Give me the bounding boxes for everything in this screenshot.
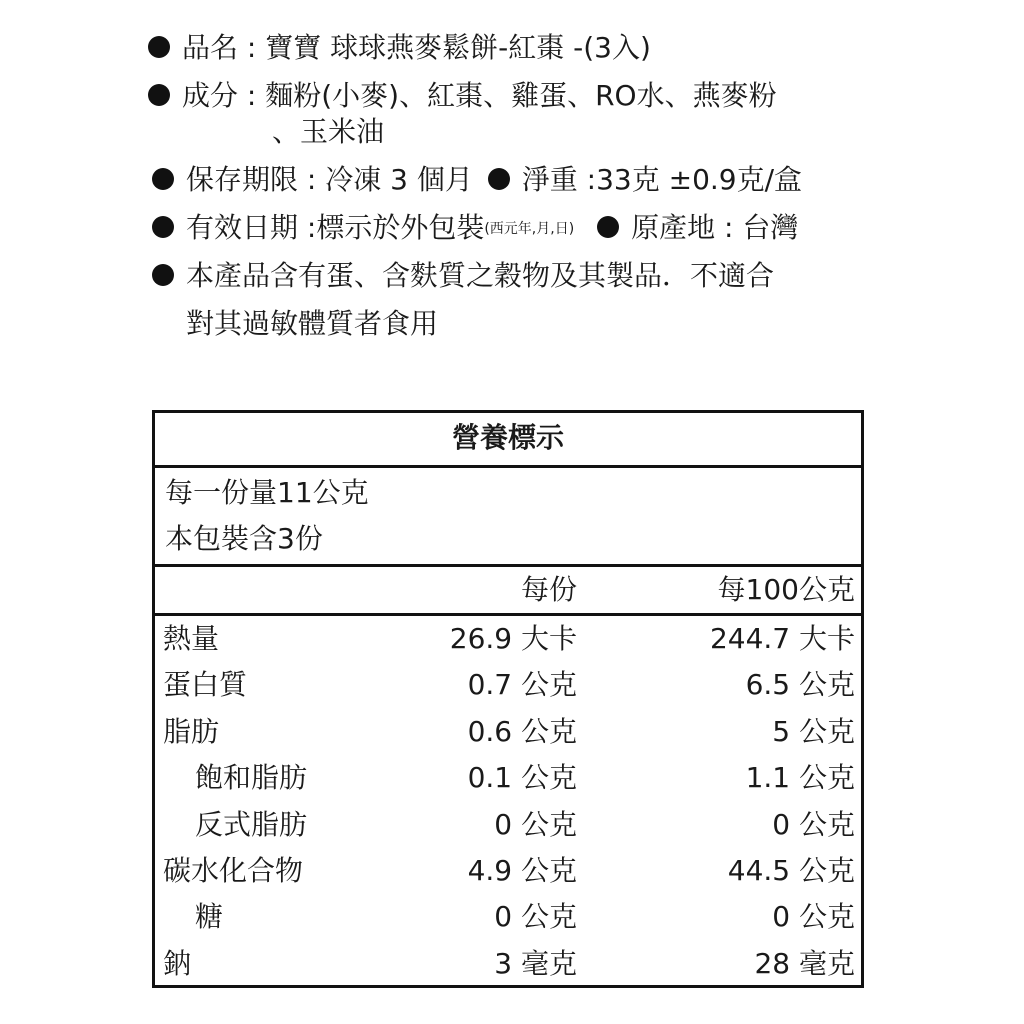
allergen-line — [152, 258, 774, 294]
storage-text: 保存期限 : 冷凍 3 個月 — [186, 163, 473, 196]
nutrition-title: 營養標示 — [155, 413, 861, 468]
nutrient-per-100g: 5 公克 — [772, 714, 855, 748]
nutrient-per-serving: 26.9 大卡 — [449, 622, 577, 655]
origin-text: 原產地 : 台灣 — [631, 211, 799, 244]
allergen-text: 本產品含有蛋、含麩質之穀物及其製品．不適合 — [186, 259, 775, 292]
nutrient-per-serving: 0 公克 — [494, 807, 577, 841]
nutrient-label: 飽和脂肪 — [195, 761, 308, 795]
product-name-text: 品名 : 寶寶 球球燕麥鬆餅-紅棗 -(3入) — [182, 31, 651, 64]
ingredients-line — [148, 78, 777, 114]
nutrient-row-saturated-fat — [155, 755, 861, 801]
nutrient-per-100g: 0 公克 — [772, 900, 855, 934]
nutrient-per-100g: 44.5 公克 — [727, 853, 855, 887]
expiry-note: (西元年,月,日) — [484, 221, 575, 237]
expiry-line — [152, 210, 798, 247]
nutrient-row-calories — [155, 616, 861, 662]
nutrient-row-protein — [155, 662, 861, 708]
ingredients-text: 成分 : 麵粉(小麥)、紅棗、雞蛋、RO水、燕麥粉 — [182, 79, 777, 112]
per-serving-header: 每份 — [520, 573, 577, 606]
nutrient-per-100g: 244.7 大卡 — [709, 622, 855, 655]
servings-per-package: 本包裝含3份 — [165, 522, 323, 555]
net-weight-text: 淨重 :33克 ±0.9克/盒 — [521, 163, 803, 196]
nutrient-label: 碳水化合物 — [163, 853, 304, 887]
nutrient-row-sodium — [155, 941, 861, 987]
nutrition-rows — [155, 616, 861, 987]
nutrient-per-serving: 0.6 公克 — [467, 714, 577, 748]
nutrient-label: 鈉 — [163, 946, 192, 980]
nutrient-per-100g: 0 公克 — [772, 807, 855, 841]
nutrient-per-100g: 1.1 公克 — [745, 761, 855, 795]
nutrient-per-serving: 3 毫克 — [494, 946, 577, 980]
nutrient-per-serving: 0 公克 — [494, 900, 577, 934]
nutrient-row-fat — [155, 709, 861, 755]
storage-line — [152, 162, 802, 198]
bullet-icon — [152, 216, 174, 238]
nutrient-row-sugar — [155, 894, 861, 940]
nutrient-label: 蛋白質 — [163, 668, 248, 702]
bullet-icon — [597, 216, 619, 238]
product-name-line — [148, 30, 651, 66]
bullet-icon — [152, 264, 174, 286]
nutrition-table — [152, 410, 864, 988]
allergen-line-cont — [186, 306, 438, 342]
nutrient-label: 熱量 — [163, 622, 220, 655]
bullet-icon — [152, 168, 174, 190]
nutrient-row-carbohydrate — [155, 848, 861, 894]
nutrient-per-serving: 4.9 公克 — [467, 853, 577, 887]
serving-info — [155, 468, 861, 567]
nutrient-label: 脂肪 — [163, 714, 220, 748]
bullet-icon — [148, 36, 170, 58]
nutrient-per-100g: 6.5 公克 — [745, 668, 855, 702]
bullet-icon — [148, 84, 170, 106]
nutrient-label: 糖 — [195, 900, 224, 934]
expiry-text: 有效日期 :標示於外包裝 — [186, 211, 485, 244]
nutrient-label: 反式脂肪 — [195, 807, 308, 841]
nutrient-per-serving: 0.7 公克 — [467, 668, 577, 702]
nutrition-header-row — [155, 567, 861, 616]
nutrient-row-trans-fat — [155, 802, 861, 848]
ingredients-text-cont: 、玉米油 — [272, 115, 385, 148]
allergen-text-cont: 對其過敏體質者食用 — [186, 307, 439, 340]
bullet-icon — [488, 168, 510, 190]
serving-size: 每一份量11公克 — [165, 476, 369, 509]
nutrient-per-serving: 0.1 公克 — [467, 761, 577, 795]
nutrient-per-100g: 28 毫克 — [754, 946, 855, 980]
per-100g-header: 每100公克 — [717, 573, 855, 606]
ingredients-line-cont — [272, 114, 384, 150]
